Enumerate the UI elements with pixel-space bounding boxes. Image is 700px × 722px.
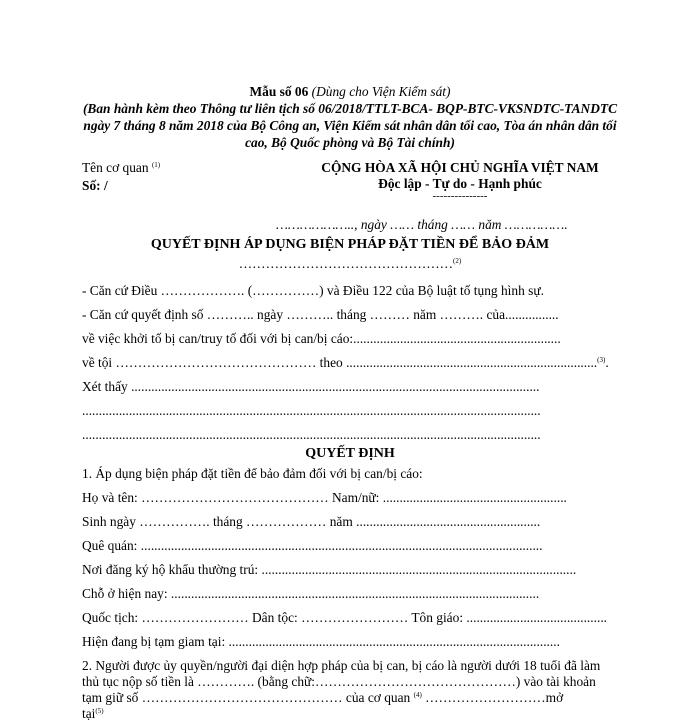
- residence-label: Nơi đăng ký hộ khẩu thường trú:: [82, 562, 259, 577]
- national-motto: Độc lập - Tự do - Hạnh phúc: [378, 176, 542, 191]
- opened-at-dots: ………………………mở: [425, 690, 564, 705]
- residence-field: ..............................................................................................: [261, 562, 577, 577]
- decision-item-2-line-3: [82, 690, 563, 706]
- ethnic-label: Dân tộc:: [252, 610, 298, 625]
- decision-item-1: 1. Áp dụng biện pháp đặt tiền để bảo đảm đối với bị can/bị cáo:: [82, 466, 423, 481]
- detention-label: Hiện đang bị tạm giam tại:: [82, 634, 226, 649]
- religion-field: ..........................................: [466, 610, 608, 625]
- consideration-line-3: .........................................................................................................................................: [82, 427, 541, 442]
- basis-line-4: về tội ……………………………………… theo ...........................................................................$^{(3)}$.: [82, 355, 609, 370]
- decision-item-2-line-2: thủ tục nộp số tiền là …………. (bằng chữ:………………………………………) vào tài khoản: [82, 674, 596, 689]
- nationality-row: [82, 610, 607, 626]
- decision-item-2-line-4: [82, 706, 104, 722]
- detention-row: [82, 634, 560, 650]
- crime-footnote: (3): [597, 356, 606, 364]
- basis-line-2: - Căn cứ quyết định số ……….. ngày ……….. tháng ……… năm ………. của................: [82, 307, 559, 322]
- dob-label: Sinh ngày: [82, 514, 136, 529]
- form-number: Mẫu số 06: [249, 84, 309, 99]
- residence-row: [82, 562, 576, 578]
- form-number-line: [0, 84, 700, 100]
- country-name: CỘNG HÒA XÃ HỘI CHỦ NGHĨA VIỆT NAM: [321, 160, 599, 175]
- decision-item-2-line-1: 2. Người được ủy quyền/người đại diện hợp pháp của bị can, bị cáo là người dưới 18 tuổi đã làm: [82, 658, 601, 673]
- consideration-line: Xét thấy ..........................................................................................................................: [82, 379, 540, 394]
- nationality-label: Quốc tịch:: [82, 610, 139, 625]
- title-footnote: (2): [453, 257, 462, 265]
- dob-field: ……………. tháng ……………… năm .......................................................: [139, 514, 541, 529]
- name-label: Họ và tên:: [82, 490, 138, 505]
- document-title: QUYẾT ĐỊNH ÁP DỤNG BIỆN PHÁP ĐẶT TIỀN ĐỂ BẢO ĐẢM: [150, 237, 550, 252]
- name-row: [82, 490, 567, 506]
- agency-footnote: (1): [151, 161, 161, 169]
- current-address-field: ..............................................................................................................: [170, 586, 540, 601]
- agency-label: Tên cơ quan: [82, 160, 149, 175]
- name-field: ……………………………………: [141, 490, 329, 505]
- current-address-row: [82, 586, 539, 602]
- place-date-line: ……………….., ngày …… tháng …… năm …………….: [276, 217, 568, 232]
- sex-field: .......................................................: [382, 490, 567, 505]
- current-address-label: Chỗ ở hiện nay:: [82, 586, 168, 601]
- religion-label: Tôn giáo:: [411, 610, 464, 625]
- hometown-label: Quê quán:: [82, 538, 138, 553]
- ethnic-field: ……………………: [301, 610, 409, 625]
- consideration-line-2: .........................................................................................................................................: [82, 403, 541, 418]
- issued-line-2: ngày 7 tháng 8 năm 2018 của Bộ Công an, Viện Kiểm sát nhân dân tối cao, Tòa án nhân dân tối: [83, 118, 617, 133]
- issued-line-1: (Ban hành kèm theo Thông tư liên tịch số 06/2018/TTLT-BCA- BQP-BTC-VKSNDTC-TANDTC: [82, 101, 618, 116]
- detention-field: ...................................................................................................: [228, 634, 560, 649]
- basis-line-3: về việc khởi tố bị can/truy tố đối với bị can/bị cáo:..............................................................: [82, 331, 561, 346]
- title-subline: [0, 256, 700, 272]
- escrow-account-line: tạm giữ số ……………………………………… của cơ quan: [82, 690, 411, 705]
- bank-footnote: (5): [95, 707, 104, 715]
- agency-name: [82, 160, 160, 176]
- agency-footnote-4: (4): [413, 691, 422, 699]
- hometown-field: ........................................................................................................................: [140, 538, 543, 553]
- decision-heading: QUYẾT ĐỊNH: [305, 446, 395, 461]
- motto-rule: ---------------: [432, 190, 488, 202]
- dob-row: [82, 514, 540, 530]
- form-usage-note: (Dùng cho Viện Kiểm sát): [311, 84, 451, 99]
- hometown-row: [82, 538, 543, 554]
- nationality-field: ……………………: [141, 610, 249, 625]
- bank-at-label: tại: [82, 706, 96, 721]
- issued-line-3: cao, Bộ Quốc phòng và Bộ Tài chính): [245, 135, 455, 150]
- basis-line-1: - Căn cứ Điều ………………. (……………) và Điều 122 của Bộ luật tố tụng hình sự.: [82, 283, 544, 298]
- crime-line: về tội ……………………………………… theo ...........................................................................: [82, 355, 598, 370]
- sex-label: Nam/nữ:: [331, 490, 380, 505]
- document-number: Số: /: [82, 178, 108, 193]
- title-dots: …………………………………………: [238, 256, 454, 271]
